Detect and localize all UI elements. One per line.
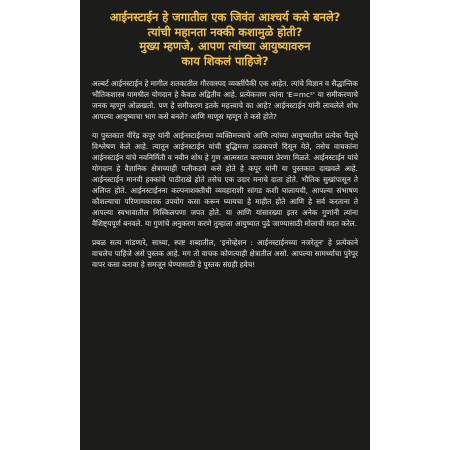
blurb-paragraph-body: या पुस्तकात वीरेंद्र कपूर यांनी आईनस्टाईनच्या व्यक्तिमत्त्वाचे आणि त्यांच्या आयुष्यातील प्रत्येक पैलूचे विश्लेषण केले आहे. त्यातून आईनस्टाईन यांची बुद्धिमत्ता ठळकपणे दिसून येते, तसेच वाचकांना आईनस्टाईन यांचे नवनिर्मिती व नवीन शोध हे गुण आत्मसात करण्यास प्रेरणा मिळते. आईनस्टाईन यांचे योगदान हे वैज्ञानिक क्षेत्राच्याही पलीकडचे कसे होते हे कपूर यांनी या पुस्तकात दाखवले आहे. आईनस्टाईन मानवी हक्कांचे पाठीराखे होते तसेच एक उदार मनाचे दाता होते. भौतिक सुखांपासून ते अलिप्त होते. आईनस्टाईनना कल्पनाशक्तीची व्यवहाराशी सांगड कशी घालायची, आपल्या संभाषण कौशल्याचा परिणामकारक उपयोग कसा करून घ्यायचा हे माहीत होते आणि हे सर्व करताना ते आपल्या स्वभावातील मिस्किलपणा जपत होते. या आणि यांसारख्या इतर अनेक गुणांनी त्यांना वैशिष्ट्यपूर्ण बनवले. या गुणांचे अनुकरण करणे तुम्हाला आयुष्यात पुढे जाण्यासाठी मोलाची मदत करेल. bbox=[92, 131, 358, 229]
headline-line: मुख्य म्हणजे, आपण त्यांच्या आयुष्यावरुन bbox=[139, 39, 311, 54]
headline-line: काय शिकलं पाहिजे? bbox=[181, 53, 269, 68]
blurb-paragraph-closing: प्रबळ सत्य मांडणारे, साध्या, स्पष्ट शब्दातील, 'इनोव्हेशन : आईनस्टाईनच्या नजरेतून' हे प्रत्येकाने वाचलेच पाहिजे असे पुस्तक आहे. मग तो वाचक कोणत्याही क्षेत्रातील असो. आपल्या सामर्थ्याचा पुरेपूर वापर कसा करावा हे समजून घेण्यासाठी हे पुस्तक संग्रही हवेच! bbox=[92, 238, 358, 270]
headline-line: आईनस्टाईन हे जगातील एक जिवंत आश्चर्य कसे बनले? bbox=[109, 10, 341, 24]
headline-line: त्यांची महानता नक्की कशामुळे होती? bbox=[147, 24, 303, 39]
cover-headline bbox=[92, 10, 358, 68]
book-back-cover bbox=[80, 0, 370, 450]
blurb-paragraph-intro: अल्बर्ट आईनस्टाईन हे मागील शतकातील गौरवास्पद व्यक्तींपैकी एक आहेत. त्यांचे विज्ञान व सैद्धान्तिक भौतिकशास्त्र यामधील योगदान हे केवळ अद्वितीय आहे. प्रत्येकजण त्यांना 'E=mc²' या समीकरणाचे जनक म्हणून ओळखतो. पण हे समीकरण इतके महत्त्वाचे का आहे? आईनस्टाईन यांनी लावलेले शोध आपल्या आयुष्याचा भाग कसे बनले? आणि माणूस म्हणून ते कसे होते? bbox=[92, 79, 358, 122]
